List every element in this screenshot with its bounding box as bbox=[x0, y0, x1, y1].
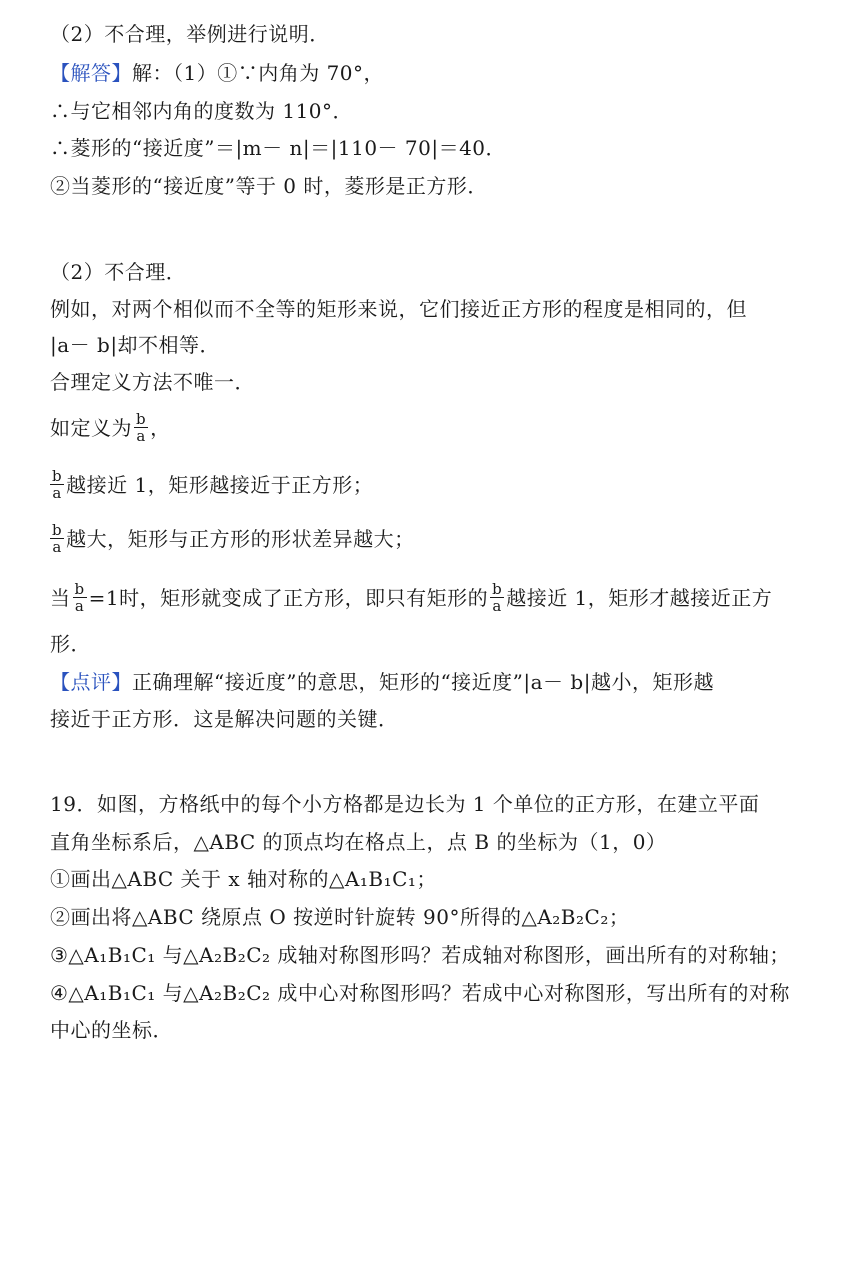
answer-line-3: ∴菱形的“接近度”＝|m－ n|＝|110－ 70|＝40． bbox=[50, 136, 507, 160]
part2-not-unique: 合理定义方法不唯一． bbox=[50, 370, 255, 394]
part2-prompt: （2）不合理，举例进行说明． bbox=[50, 22, 330, 46]
when-prefix: 当 bbox=[50, 586, 71, 610]
q19-item-3: ③△A₁B₁C₁ 与△A₂B₂C₂ 成轴对称图形吗？若成轴对称图形，画出所有的对称轴； bbox=[50, 943, 790, 967]
part2-closer-line bbox=[50, 467, 810, 503]
part2-example-line-2: |a－ b|却不相等． bbox=[50, 333, 221, 357]
part2-heading: （2）不合理． bbox=[50, 260, 187, 284]
q19-item-4-line-2: 中心的坐标． bbox=[50, 1018, 173, 1042]
part2-example-line-1: 例如，对两个相似而不全等的矩形来说，它们接近正方形的程度是相同的，但 bbox=[50, 297, 747, 321]
comment-line-1 bbox=[50, 668, 810, 696]
q19-item-1: ①画出△ABC 关于 x 轴对称的△A₁B₁C₁； bbox=[50, 867, 437, 891]
closer-text: 越接近 1，矩形越接近于正方形； bbox=[66, 473, 374, 497]
comment-line-2: 接近于正方形．这是解决问题的关键． bbox=[50, 707, 399, 731]
define-suffix: ， bbox=[150, 416, 171, 440]
fraction-b-over-a: $\frac{b}{a}$ bbox=[74, 580, 85, 615]
when-middle: 时，矩形就变成了正方形，即只有矩形的 bbox=[119, 586, 489, 610]
define-prefix: 如定义为 bbox=[50, 416, 132, 440]
comment-tag: 【点评】 bbox=[50, 670, 132, 694]
q19-line-2: 直角坐标系后，△ABC 的顶点均在格点上，点 B 的坐标为（1，0） bbox=[50, 830, 667, 854]
part2-when-line bbox=[50, 580, 810, 616]
answer-line-1-text: 解：（1）①∵内角为 70°， bbox=[132, 61, 385, 85]
fraction-b-over-a: $\frac{b}{a}$ bbox=[136, 410, 147, 445]
bigger-text: 越大，矩形与正方形的形状差异越大； bbox=[66, 527, 415, 551]
comment-line-1-text: 正确理解“接近度”的意思，矩形的“接近度”|a－ b|越小，矩形越 bbox=[132, 670, 714, 694]
answer-line-4: ②当菱形的“接近度”等于 0 时，菱形是正方形． bbox=[50, 174, 488, 198]
q19-item-2: ②画出将△ABC 绕原点 O 按逆时针旋转 90°所得的△A₂B₂C₂； bbox=[50, 905, 630, 929]
fraction-b-over-a: $\frac{b}{a}$ bbox=[52, 467, 63, 502]
q19-line-1: 19．如图，方格纸中的每个小方格都是边长为 1 个单位的正方形，在建立平面 bbox=[50, 792, 760, 816]
answer-line-2: ∴与它相邻内角的度数为 110°． bbox=[50, 99, 354, 123]
q19-item-4-line-1: ④△A₁B₁C₁ 与△A₂B₂C₂ 成中心对称图形吗？若成中心对称图形，写出所有的对称 bbox=[50, 981, 790, 1005]
part2-define-line bbox=[50, 410, 810, 446]
when-eq: =1 bbox=[88, 586, 120, 610]
when-suffix: 越接近 1，矩形才越接近正方 bbox=[506, 586, 773, 610]
fraction-b-over-a: $\frac{b}{a}$ bbox=[52, 521, 63, 556]
answer-tag: 【解答】 bbox=[50, 61, 132, 85]
part2-when-end: 形． bbox=[50, 632, 91, 656]
answer-line-1 bbox=[50, 59, 810, 87]
part2-bigger-line bbox=[50, 521, 810, 557]
fraction-b-over-a: $\frac{b}{a}$ bbox=[492, 580, 503, 615]
